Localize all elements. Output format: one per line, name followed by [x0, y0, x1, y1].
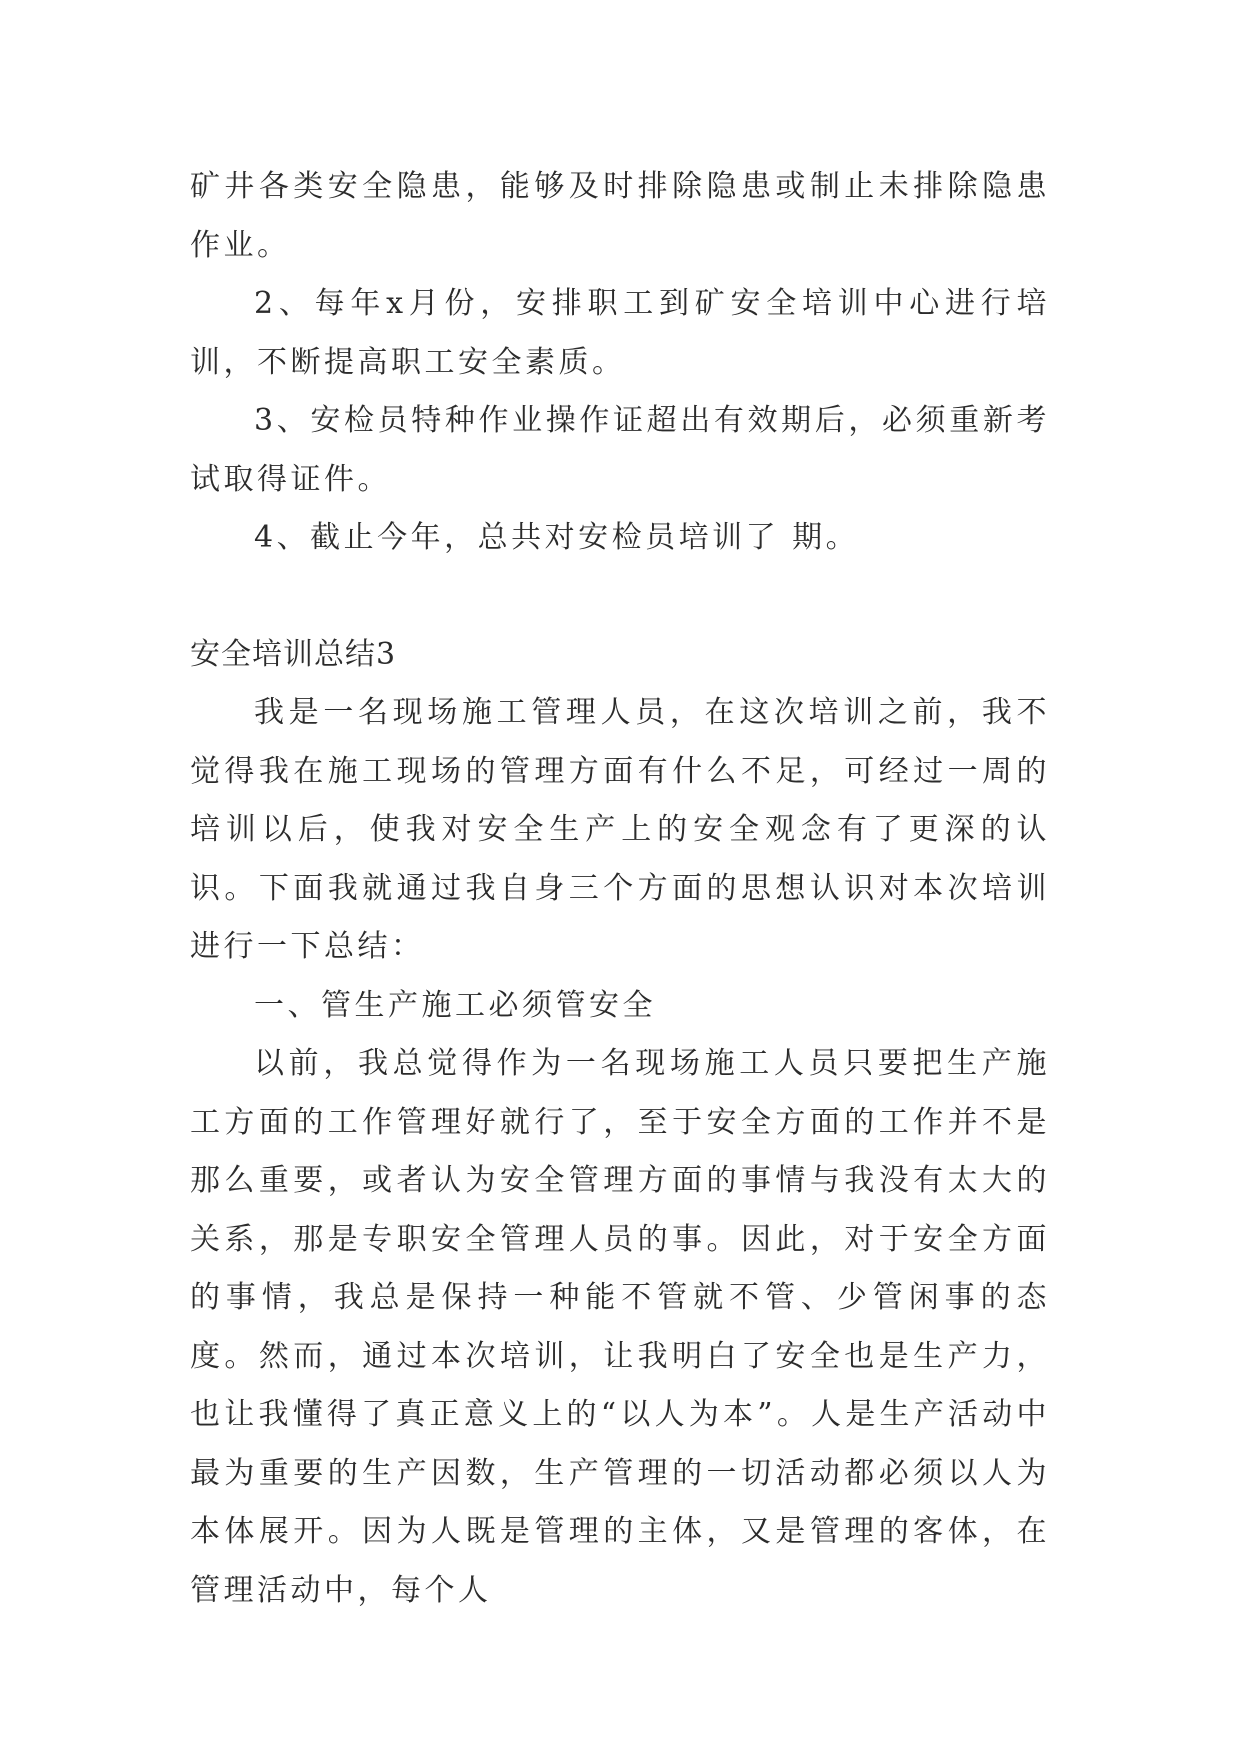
paragraph-continued: 矿井各类安全隐患，能够及时排除隐患或制止未排除隐患作业。 [190, 169, 1050, 263]
paragraph-item-3: 3、安检员特种作业操作证超出有效期后，必须重新考试取得证件。 [190, 403, 1050, 497]
paragraph-item-4: 4、截止今年，总共对安检员培训了 期。 [254, 520, 860, 555]
section-title: 安全培训总结3 [190, 636, 397, 672]
subheading-one: 一、管生产施工必须管安全 [254, 987, 656, 1023]
paragraph-body: 以前，我总觉得作为一名现场施工人员只要把生产施工方面的工作管理好就行了，至于安全方面的工作并不是那么重要，或者认为安全管理方面的事情与我没有太大的关系，那是专职安全管理人员的事。因此，对于安全方面的事情，我总是保持一种能不管就不管、少管闲事的态度。然而，通过本次培训，让我明白了安全也是生产力，也让我懂得了真正意义上的“以人为本”。人是生产活动中最为重要的生产因数，生产管理的一切活动都必须以人为本体展开。因为人既是管理的主体，又是管理的客体，在管理活动中，每个人 [190, 1046, 1050, 1608]
paragraph-item-2: 2、每年x月份，安排职工到矿安全培训中心进行培训，不断提高职工安全素质。 [190, 286, 1050, 380]
document-body [190, 158, 1050, 1620]
section-spacer [190, 568, 1050, 626]
paragraph-intro: 我是一名现场施工管理人员，在这次培训之前，我不觉得我在施工现场的管理方面有什么不足，可经过一周的培训以后，使我对安全生产上的安全观念有了更深的认识。下面我就通过我自身三个方面的思想认识对本次培训进行一下总结： [190, 695, 1050, 964]
